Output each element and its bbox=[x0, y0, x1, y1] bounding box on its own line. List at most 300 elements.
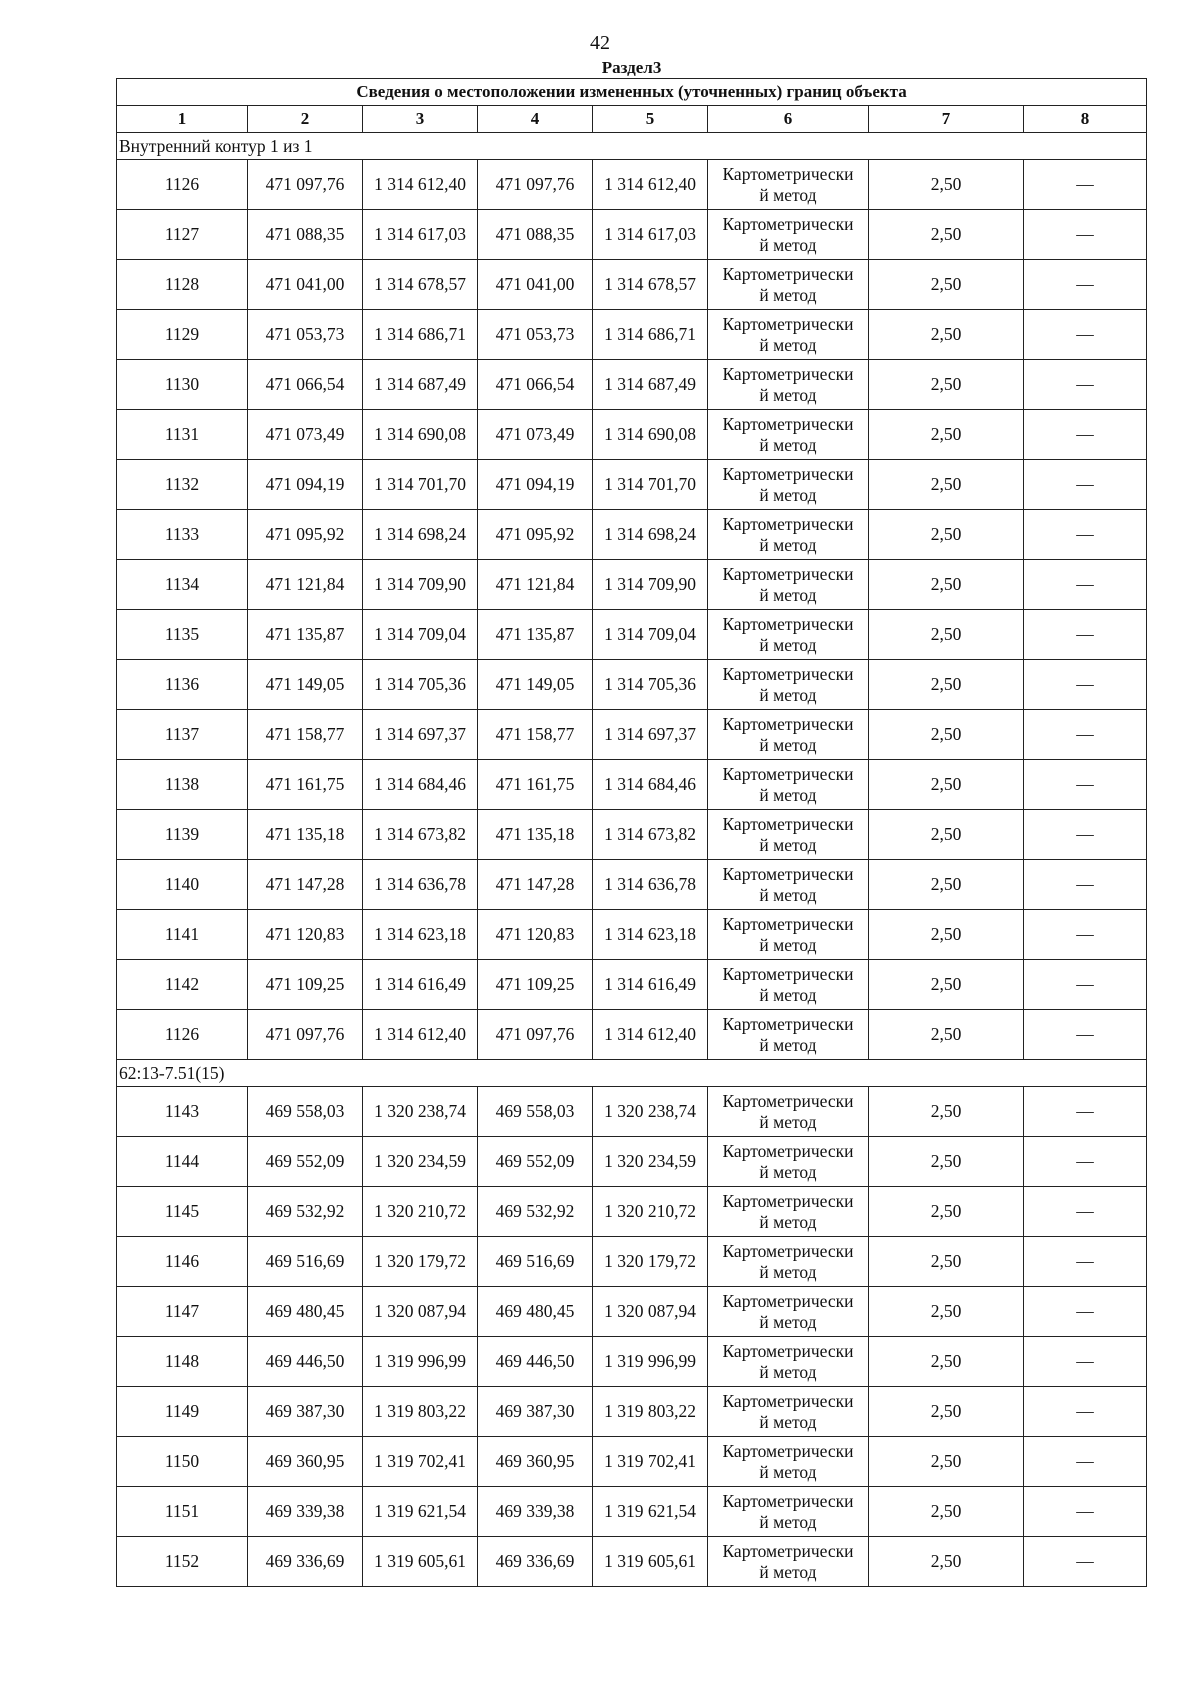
precision-cell: 2,50 bbox=[869, 260, 1024, 310]
point-number-cell: 1134 bbox=[117, 560, 248, 610]
note-cell: — bbox=[1024, 1137, 1147, 1187]
y-updated-cell: 1 314 684,46 bbox=[593, 760, 708, 810]
method-cell bbox=[708, 1337, 869, 1387]
precision-cell: 2,50 bbox=[869, 760, 1024, 810]
y-existing-cell: 1 320 238,74 bbox=[363, 1087, 478, 1137]
note-cell: — bbox=[1024, 1237, 1147, 1287]
note-cell: — bbox=[1024, 160, 1147, 210]
note-cell: — bbox=[1024, 410, 1147, 460]
section-row bbox=[117, 58, 1147, 79]
y-existing-cell: 1 319 605,61 bbox=[363, 1537, 478, 1587]
x-updated-cell: 471 121,84 bbox=[478, 560, 593, 610]
x-existing-cell: 469 387,30 bbox=[248, 1387, 363, 1437]
note-cell: — bbox=[1024, 1537, 1147, 1587]
y-updated-cell: 1 314 709,90 bbox=[593, 560, 708, 610]
method-cell bbox=[708, 710, 869, 760]
method-text-line2: й метод bbox=[759, 1511, 817, 1532]
x-existing-cell: 471 147,28 bbox=[248, 860, 363, 910]
note-cell: — bbox=[1024, 1437, 1147, 1487]
table-row bbox=[117, 510, 1147, 560]
x-updated-cell: 471 135,18 bbox=[478, 810, 593, 860]
x-existing-cell: 471 149,05 bbox=[248, 660, 363, 710]
x-existing-cell: 471 095,92 bbox=[248, 510, 363, 560]
method-text-line2: й метод bbox=[759, 734, 817, 755]
y-existing-cell: 1 314 709,90 bbox=[363, 560, 478, 610]
y-updated-cell: 1 314 686,71 bbox=[593, 310, 708, 360]
x-existing-cell: 471 135,87 bbox=[248, 610, 363, 660]
method-text-line2: й метод bbox=[759, 1311, 817, 1332]
table-row bbox=[117, 560, 1147, 610]
point-number-cell: 1148 bbox=[117, 1337, 248, 1387]
table-row bbox=[117, 960, 1147, 1010]
method-text-line2: й метод bbox=[759, 1261, 817, 1282]
method-text-line1: Картометрически bbox=[722, 314, 854, 335]
x-existing-cell: 469 339,38 bbox=[248, 1487, 363, 1537]
x-updated-cell: 471 053,73 bbox=[478, 310, 593, 360]
note-cell: — bbox=[1024, 710, 1147, 760]
method-cell bbox=[708, 760, 869, 810]
x-existing-cell: 471 158,77 bbox=[248, 710, 363, 760]
method-text-line1: Картометрически bbox=[722, 964, 854, 985]
x-existing-cell: 471 120,83 bbox=[248, 910, 363, 960]
x-existing-cell: 469 480,45 bbox=[248, 1287, 363, 1337]
note-cell: — bbox=[1024, 310, 1147, 360]
y-existing-cell: 1 314 673,82 bbox=[363, 810, 478, 860]
y-updated-cell: 1 314 705,36 bbox=[593, 660, 708, 710]
y-existing-cell: 1 319 621,54 bbox=[363, 1487, 478, 1537]
x-updated-cell: 469 360,95 bbox=[478, 1437, 593, 1487]
x-updated-cell: 469 516,69 bbox=[478, 1237, 593, 1287]
precision-cell: 2,50 bbox=[869, 1237, 1024, 1287]
x-updated-cell: 471 135,87 bbox=[478, 610, 593, 660]
y-existing-cell: 1 314 686,71 bbox=[363, 310, 478, 360]
method-text-line2: й метод bbox=[759, 884, 817, 905]
section-label: Раздел3 bbox=[601, 58, 662, 78]
y-existing-cell: 1 319 803,22 bbox=[363, 1387, 478, 1437]
x-existing-cell: 471 094,19 bbox=[248, 460, 363, 510]
page-number: 42 bbox=[590, 32, 610, 54]
precision-cell: 2,50 bbox=[869, 510, 1024, 560]
table-row bbox=[117, 360, 1147, 410]
method-cell bbox=[708, 960, 869, 1010]
point-number-cell: 1132 bbox=[117, 460, 248, 510]
point-number-cell: 1141 bbox=[117, 910, 248, 960]
method-text-line2: й метод bbox=[759, 234, 817, 255]
y-updated-cell: 1 319 605,61 bbox=[593, 1537, 708, 1587]
point-number-cell: 1127 bbox=[117, 210, 248, 260]
method-text-line2: й метод bbox=[759, 834, 817, 855]
group-header-row bbox=[117, 1060, 1147, 1087]
x-existing-cell: 471 088,35 bbox=[248, 210, 363, 260]
column-number-3: 3 bbox=[363, 106, 478, 133]
method-cell bbox=[708, 660, 869, 710]
point-number-cell: 1140 bbox=[117, 860, 248, 910]
table-row bbox=[117, 760, 1147, 810]
x-updated-cell: 471 041,00 bbox=[478, 260, 593, 310]
y-updated-cell: 1 320 234,59 bbox=[593, 1137, 708, 1187]
y-updated-cell: 1 319 803,22 bbox=[593, 1387, 708, 1437]
y-existing-cell: 1 314 612,40 bbox=[363, 160, 478, 210]
y-existing-cell: 1 320 179,72 bbox=[363, 1237, 478, 1287]
note-cell: — bbox=[1024, 1010, 1147, 1060]
note-cell: — bbox=[1024, 1187, 1147, 1237]
method-cell bbox=[708, 460, 869, 510]
precision-cell: 2,50 bbox=[869, 360, 1024, 410]
table-title: Сведения о местоположении измененных (уточненных) границ объекта bbox=[117, 79, 1147, 106]
precision-cell: 2,50 bbox=[869, 1337, 1024, 1387]
x-existing-cell: 469 552,09 bbox=[248, 1137, 363, 1187]
method-text-line2: й метод bbox=[759, 1461, 817, 1482]
group-label: 62:13-7.51(15) bbox=[117, 1060, 1147, 1087]
y-existing-cell: 1 319 702,41 bbox=[363, 1437, 478, 1487]
x-updated-cell: 471 109,25 bbox=[478, 960, 593, 1010]
y-existing-cell: 1 314 690,08 bbox=[363, 410, 478, 460]
y-updated-cell: 1 314 616,49 bbox=[593, 960, 708, 1010]
point-number-cell: 1130 bbox=[117, 360, 248, 410]
method-text-line1: Картометрически bbox=[722, 1241, 854, 1262]
method-text-line1: Картометрически bbox=[722, 1141, 854, 1162]
y-updated-cell: 1 314 709,04 bbox=[593, 610, 708, 660]
x-updated-cell: 469 552,09 bbox=[478, 1137, 593, 1187]
method-text-line2: й метод bbox=[759, 1411, 817, 1432]
method-text-line1: Картометрически bbox=[722, 164, 854, 185]
point-number-cell: 1136 bbox=[117, 660, 248, 710]
x-existing-cell: 471 097,76 bbox=[248, 1010, 363, 1060]
point-number-cell: 1150 bbox=[117, 1437, 248, 1487]
method-text-line2: й метод bbox=[759, 1034, 817, 1055]
x-existing-cell: 471 161,75 bbox=[248, 760, 363, 810]
column-number-7: 7 bbox=[869, 106, 1024, 133]
method-cell bbox=[708, 1137, 869, 1187]
method-text-line1: Картометрически bbox=[722, 1441, 854, 1462]
precision-cell: 2,50 bbox=[869, 1537, 1024, 1587]
x-updated-cell: 471 088,35 bbox=[478, 210, 593, 260]
table-row bbox=[117, 210, 1147, 260]
x-existing-cell: 469 336,69 bbox=[248, 1537, 363, 1587]
point-number-cell: 1129 bbox=[117, 310, 248, 360]
y-updated-cell: 1 314 687,49 bbox=[593, 360, 708, 410]
table-row bbox=[117, 1387, 1147, 1437]
y-existing-cell: 1 319 996,99 bbox=[363, 1337, 478, 1387]
method-text-line1: Картометрически bbox=[722, 714, 854, 735]
x-updated-cell: 469 480,45 bbox=[478, 1287, 593, 1337]
method-text-line1: Картометрически bbox=[722, 464, 854, 485]
point-number-cell: 1128 bbox=[117, 260, 248, 310]
point-number-cell: 1133 bbox=[117, 510, 248, 560]
method-text-line2: й метод bbox=[759, 284, 817, 305]
x-existing-cell: 471 135,18 bbox=[248, 810, 363, 860]
table-row bbox=[117, 1487, 1147, 1537]
column-number-2: 2 bbox=[248, 106, 363, 133]
precision-cell: 2,50 bbox=[869, 210, 1024, 260]
boundary-coordinates-table bbox=[116, 58, 1147, 1587]
y-existing-cell: 1 320 087,94 bbox=[363, 1287, 478, 1337]
method-cell bbox=[708, 610, 869, 660]
table-row bbox=[117, 610, 1147, 660]
table-row bbox=[117, 1437, 1147, 1487]
method-cell bbox=[708, 310, 869, 360]
point-number-cell: 1151 bbox=[117, 1487, 248, 1537]
method-text-line1: Картометрически bbox=[722, 1014, 854, 1035]
method-text-line2: й метод bbox=[759, 984, 817, 1005]
x-updated-cell: 471 095,92 bbox=[478, 510, 593, 560]
x-existing-cell: 471 073,49 bbox=[248, 410, 363, 460]
y-existing-cell: 1 314 636,78 bbox=[363, 860, 478, 910]
y-updated-cell: 1 314 636,78 bbox=[593, 860, 708, 910]
method-text-line2: й метод bbox=[759, 334, 817, 355]
precision-cell: 2,50 bbox=[869, 1087, 1024, 1137]
note-cell: — bbox=[1024, 1387, 1147, 1437]
point-number-cell: 1139 bbox=[117, 810, 248, 860]
y-existing-cell: 1 320 234,59 bbox=[363, 1137, 478, 1187]
note-cell: — bbox=[1024, 610, 1147, 660]
precision-cell: 2,50 bbox=[869, 160, 1024, 210]
y-updated-cell: 1 314 612,40 bbox=[593, 160, 708, 210]
method-text-line2: й метод bbox=[759, 184, 817, 205]
y-updated-cell: 1 320 238,74 bbox=[593, 1087, 708, 1137]
method-cell bbox=[708, 410, 869, 460]
precision-cell: 2,50 bbox=[869, 1437, 1024, 1487]
method-text-line2: й метод bbox=[759, 634, 817, 655]
y-updated-cell: 1 320 210,72 bbox=[593, 1187, 708, 1237]
point-number-cell: 1143 bbox=[117, 1087, 248, 1137]
method-text-line2: й метод bbox=[759, 534, 817, 555]
y-updated-cell: 1 314 701,70 bbox=[593, 460, 708, 510]
y-updated-cell: 1 320 179,72 bbox=[593, 1237, 708, 1287]
table-row bbox=[117, 160, 1147, 210]
y-existing-cell: 1 314 709,04 bbox=[363, 610, 478, 660]
note-cell: — bbox=[1024, 1287, 1147, 1337]
method-text-line2: й метод bbox=[759, 1211, 817, 1232]
note-cell: — bbox=[1024, 810, 1147, 860]
y-updated-cell: 1 319 621,54 bbox=[593, 1487, 708, 1537]
x-existing-cell: 469 532,92 bbox=[248, 1187, 363, 1237]
table-row bbox=[117, 1537, 1147, 1587]
method-cell bbox=[708, 1010, 869, 1060]
precision-cell: 2,50 bbox=[869, 610, 1024, 660]
table-row bbox=[117, 1137, 1147, 1187]
method-text-line2: й метод bbox=[759, 1111, 817, 1132]
y-existing-cell: 1 314 612,40 bbox=[363, 1010, 478, 1060]
note-cell: — bbox=[1024, 1087, 1147, 1137]
precision-cell: 2,50 bbox=[869, 560, 1024, 610]
method-text-line2: й метод bbox=[759, 684, 817, 705]
method-text-line1: Картометрически bbox=[722, 1341, 854, 1362]
method-text-line1: Картометрически bbox=[722, 1091, 854, 1112]
x-existing-cell: 471 121,84 bbox=[248, 560, 363, 610]
table-row bbox=[117, 1287, 1147, 1337]
method-text-line1: Картометрически bbox=[722, 214, 854, 235]
note-cell: — bbox=[1024, 360, 1147, 410]
method-text-line1: Картометрически bbox=[722, 1291, 854, 1312]
method-cell bbox=[708, 510, 869, 560]
table-row bbox=[117, 460, 1147, 510]
y-updated-cell: 1 314 623,18 bbox=[593, 910, 708, 960]
x-updated-cell: 471 097,76 bbox=[478, 160, 593, 210]
y-existing-cell: 1 314 617,03 bbox=[363, 210, 478, 260]
method-cell bbox=[708, 1087, 869, 1137]
point-number-cell: 1149 bbox=[117, 1387, 248, 1437]
y-existing-cell: 1 314 678,57 bbox=[363, 260, 478, 310]
x-updated-cell: 469 446,50 bbox=[478, 1337, 593, 1387]
note-cell: — bbox=[1024, 210, 1147, 260]
table-row bbox=[117, 1010, 1147, 1060]
note-cell: — bbox=[1024, 1487, 1147, 1537]
x-updated-cell: 471 149,05 bbox=[478, 660, 593, 710]
y-existing-cell: 1 314 701,70 bbox=[363, 460, 478, 510]
column-number-4: 4 bbox=[478, 106, 593, 133]
point-number-cell: 1126 bbox=[117, 1010, 248, 1060]
x-updated-cell: 471 120,83 bbox=[478, 910, 593, 960]
note-cell: — bbox=[1024, 660, 1147, 710]
x-existing-cell: 471 097,76 bbox=[248, 160, 363, 210]
method-text-line2: й метод bbox=[759, 584, 817, 605]
y-updated-cell: 1 314 612,40 bbox=[593, 1010, 708, 1060]
column-number-1: 1 bbox=[117, 106, 248, 133]
note-cell: — bbox=[1024, 860, 1147, 910]
point-number-cell: 1145 bbox=[117, 1187, 248, 1237]
y-existing-cell: 1 314 623,18 bbox=[363, 910, 478, 960]
x-updated-cell: 471 158,77 bbox=[478, 710, 593, 760]
precision-cell: 2,50 bbox=[869, 460, 1024, 510]
table-row bbox=[117, 310, 1147, 360]
table-row bbox=[117, 410, 1147, 460]
table-row bbox=[117, 1187, 1147, 1237]
point-number-cell: 1144 bbox=[117, 1137, 248, 1187]
y-existing-cell: 1 314 698,24 bbox=[363, 510, 478, 560]
precision-cell: 2,50 bbox=[869, 1487, 1024, 1537]
table-row bbox=[117, 1337, 1147, 1387]
method-text-line2: й метод bbox=[759, 484, 817, 505]
method-cell bbox=[708, 360, 869, 410]
x-updated-cell: 469 558,03 bbox=[478, 1087, 593, 1137]
y-updated-cell: 1 314 617,03 bbox=[593, 210, 708, 260]
precision-cell: 2,50 bbox=[869, 860, 1024, 910]
note-cell: — bbox=[1024, 510, 1147, 560]
method-cell bbox=[708, 560, 869, 610]
precision-cell: 2,50 bbox=[869, 1387, 1024, 1437]
y-updated-cell: 1 319 996,99 bbox=[593, 1337, 708, 1387]
method-cell bbox=[708, 160, 869, 210]
method-cell bbox=[708, 1487, 869, 1537]
point-number-cell: 1152 bbox=[117, 1537, 248, 1587]
method-text-line2: й метод bbox=[759, 934, 817, 955]
x-updated-cell: 469 339,38 bbox=[478, 1487, 593, 1537]
method-text-line1: Картометрически bbox=[722, 914, 854, 935]
point-number-cell: 1146 bbox=[117, 1237, 248, 1287]
y-existing-cell: 1 314 687,49 bbox=[363, 360, 478, 410]
method-text-line1: Картометрически bbox=[722, 614, 854, 635]
note-cell: — bbox=[1024, 460, 1147, 510]
point-number-cell: 1126 bbox=[117, 160, 248, 210]
x-updated-cell: 471 094,19 bbox=[478, 460, 593, 510]
table-row bbox=[117, 1237, 1147, 1287]
method-text-line1: Картометрически bbox=[722, 514, 854, 535]
y-existing-cell: 1 314 705,36 bbox=[363, 660, 478, 710]
note-cell: — bbox=[1024, 1337, 1147, 1387]
column-number-6: 6 bbox=[708, 106, 869, 133]
precision-cell: 2,50 bbox=[869, 310, 1024, 360]
table-title-row bbox=[117, 79, 1147, 106]
x-updated-cell: 471 066,54 bbox=[478, 360, 593, 410]
method-text-line1: Картометрически bbox=[722, 764, 854, 785]
x-updated-cell: 471 073,49 bbox=[478, 410, 593, 460]
method-cell bbox=[708, 810, 869, 860]
method-text-line1: Картометрически bbox=[722, 664, 854, 685]
y-updated-cell: 1 314 698,24 bbox=[593, 510, 708, 560]
precision-cell: 2,50 bbox=[869, 1010, 1024, 1060]
table-row bbox=[117, 710, 1147, 760]
precision-cell: 2,50 bbox=[869, 410, 1024, 460]
y-existing-cell: 1 314 697,37 bbox=[363, 710, 478, 760]
note-cell: — bbox=[1024, 260, 1147, 310]
x-existing-cell: 471 109,25 bbox=[248, 960, 363, 1010]
method-cell bbox=[708, 1187, 869, 1237]
x-updated-cell: 471 161,75 bbox=[478, 760, 593, 810]
table-row bbox=[117, 260, 1147, 310]
group-header-row bbox=[117, 133, 1147, 160]
point-number-cell: 1142 bbox=[117, 960, 248, 1010]
precision-cell: 2,50 bbox=[869, 1137, 1024, 1187]
point-number-cell: 1147 bbox=[117, 1287, 248, 1337]
method-cell bbox=[708, 210, 869, 260]
y-updated-cell: 1 314 673,82 bbox=[593, 810, 708, 860]
method-text-line1: Картометрически bbox=[722, 564, 854, 585]
point-number-cell: 1138 bbox=[117, 760, 248, 810]
method-text-line2: й метод bbox=[759, 1361, 817, 1382]
method-cell bbox=[708, 860, 869, 910]
precision-cell: 2,50 bbox=[869, 660, 1024, 710]
method-text-line1: Картометрически bbox=[722, 414, 854, 435]
point-number-cell: 1131 bbox=[117, 410, 248, 460]
method-cell bbox=[708, 910, 869, 960]
method-cell bbox=[708, 1387, 869, 1437]
precision-cell: 2,50 bbox=[869, 960, 1024, 1010]
y-existing-cell: 1 314 684,46 bbox=[363, 760, 478, 810]
x-updated-cell: 469 532,92 bbox=[478, 1187, 593, 1237]
y-updated-cell: 1 314 697,37 bbox=[593, 710, 708, 760]
y-updated-cell: 1 314 690,08 bbox=[593, 410, 708, 460]
precision-cell: 2,50 bbox=[869, 1287, 1024, 1337]
group-label: Внутренний контур 1 из 1 bbox=[117, 133, 1147, 160]
method-cell bbox=[708, 1537, 869, 1587]
method-text-line1: Картометрически bbox=[722, 264, 854, 285]
method-text-line2: й метод bbox=[759, 1161, 817, 1182]
method-text-line2: й метод bbox=[759, 384, 817, 405]
x-existing-cell: 469 516,69 bbox=[248, 1237, 363, 1287]
note-cell: — bbox=[1024, 960, 1147, 1010]
note-cell: — bbox=[1024, 560, 1147, 610]
column-number-row bbox=[117, 106, 1147, 133]
table-row bbox=[117, 660, 1147, 710]
point-number-cell: 1135 bbox=[117, 610, 248, 660]
method-text-line1: Картометрически bbox=[722, 1491, 854, 1512]
x-existing-cell: 471 053,73 bbox=[248, 310, 363, 360]
y-existing-cell: 1 314 616,49 bbox=[363, 960, 478, 1010]
method-cell bbox=[708, 1437, 869, 1487]
y-updated-cell: 1 320 087,94 bbox=[593, 1287, 708, 1337]
precision-cell: 2,50 bbox=[869, 910, 1024, 960]
column-number-5: 5 bbox=[593, 106, 708, 133]
method-text-line1: Картометрически bbox=[722, 864, 854, 885]
x-updated-cell: 471 097,76 bbox=[478, 1010, 593, 1060]
method-text-line2: й метод bbox=[759, 784, 817, 805]
x-updated-cell: 469 336,69 bbox=[478, 1537, 593, 1587]
method-cell bbox=[708, 260, 869, 310]
table-row bbox=[117, 1087, 1147, 1137]
method-cell bbox=[708, 1237, 869, 1287]
point-number-cell: 1137 bbox=[117, 710, 248, 760]
